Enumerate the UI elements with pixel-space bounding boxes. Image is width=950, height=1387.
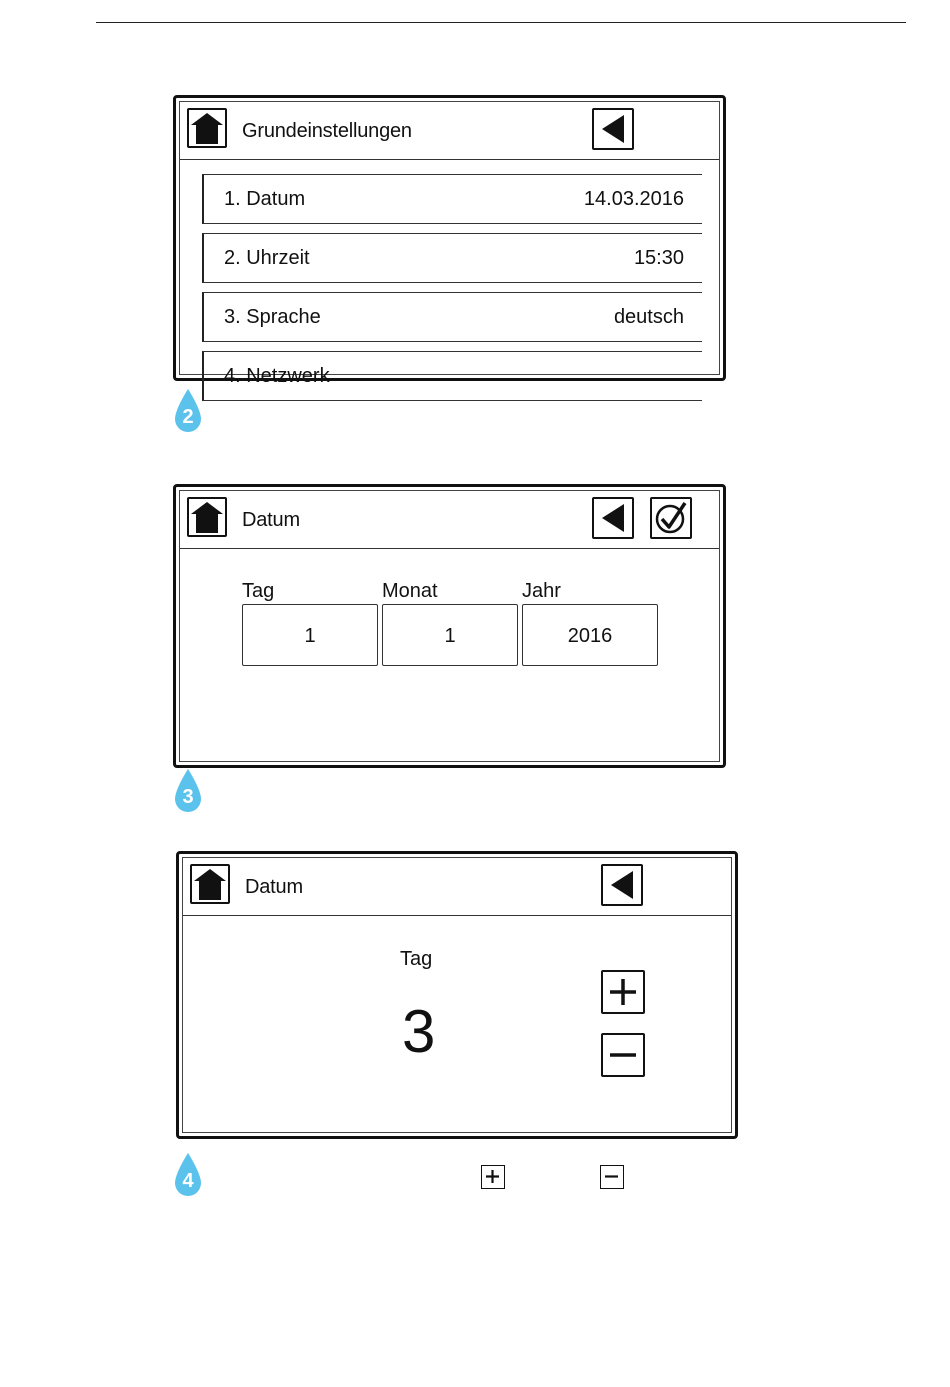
step-marker-2	[173, 388, 203, 434]
header-rule	[96, 22, 906, 23]
home-button[interactable]	[187, 497, 227, 537]
field-label-monat: Monat	[382, 580, 438, 602]
screen-date-fields	[173, 484, 726, 768]
step-number: 4	[182, 1170, 194, 1192]
back-arrow-icon	[594, 499, 632, 537]
field-label-jahr: Jahr	[522, 580, 561, 602]
menu-item-label: 2. Uhrzeit	[224, 247, 310, 269]
plus-icon	[603, 972, 643, 1012]
menu-item-sprache[interactable]	[202, 292, 702, 342]
minus-reference-icon	[600, 1165, 624, 1189]
day-value: 3	[402, 998, 436, 1065]
menu-item-netzwerk[interactable]	[202, 351, 702, 401]
screen-header	[180, 491, 719, 549]
back-button[interactable]	[601, 864, 643, 906]
home-button[interactable]	[190, 864, 230, 904]
menu-item-datum[interactable]	[202, 174, 702, 224]
menu-item-label: 1. Datum	[224, 188, 306, 210]
plus-reference-icon	[481, 1165, 505, 1189]
screen-title: Grundeinstellungen	[242, 120, 412, 142]
screen-day-adjust	[176, 851, 738, 1139]
back-button[interactable]	[592, 497, 634, 539]
day-field[interactable]: 1	[242, 604, 378, 666]
home-icon	[192, 866, 228, 902]
step-marker-3	[173, 768, 203, 814]
plus-icon	[482, 1166, 503, 1187]
minus-icon	[601, 1166, 622, 1187]
minus-icon	[603, 1035, 643, 1075]
back-button[interactable]	[592, 108, 634, 150]
screen-title: Datum	[242, 509, 300, 531]
screen-header	[183, 858, 731, 916]
increment-button[interactable]	[601, 970, 645, 1014]
back-arrow-icon	[594, 110, 632, 148]
home-icon	[189, 499, 225, 535]
back-arrow-icon	[603, 866, 641, 904]
year-field[interactable]: 2016	[522, 604, 658, 666]
screen-header	[180, 102, 719, 160]
home-icon	[189, 110, 225, 146]
step-number: 3	[182, 786, 194, 808]
home-button[interactable]	[187, 108, 227, 148]
step-marker-4	[173, 1152, 203, 1198]
decrement-button[interactable]	[601, 1033, 645, 1077]
menu-item-label: 4. Netzwerk	[224, 365, 330, 387]
menu-item-value: 15:30	[633, 247, 684, 269]
menu-item-uhrzeit[interactable]	[202, 233, 702, 283]
screen-basic-settings	[173, 95, 726, 387]
screen-title: Datum	[245, 876, 303, 898]
month-field[interactable]: 1	[382, 604, 518, 666]
step-number: 2	[182, 406, 194, 428]
menu-item-value: 14.03.2016	[583, 188, 684, 210]
menu-item-value: deutsch	[613, 306, 684, 328]
confirm-check-icon	[652, 499, 690, 537]
menu-item-label: 3. Sprache	[224, 306, 321, 328]
field-label-tag: Tag	[242, 580, 275, 602]
confirm-button[interactable]	[650, 497, 692, 539]
day-label: Tag	[400, 948, 433, 970]
